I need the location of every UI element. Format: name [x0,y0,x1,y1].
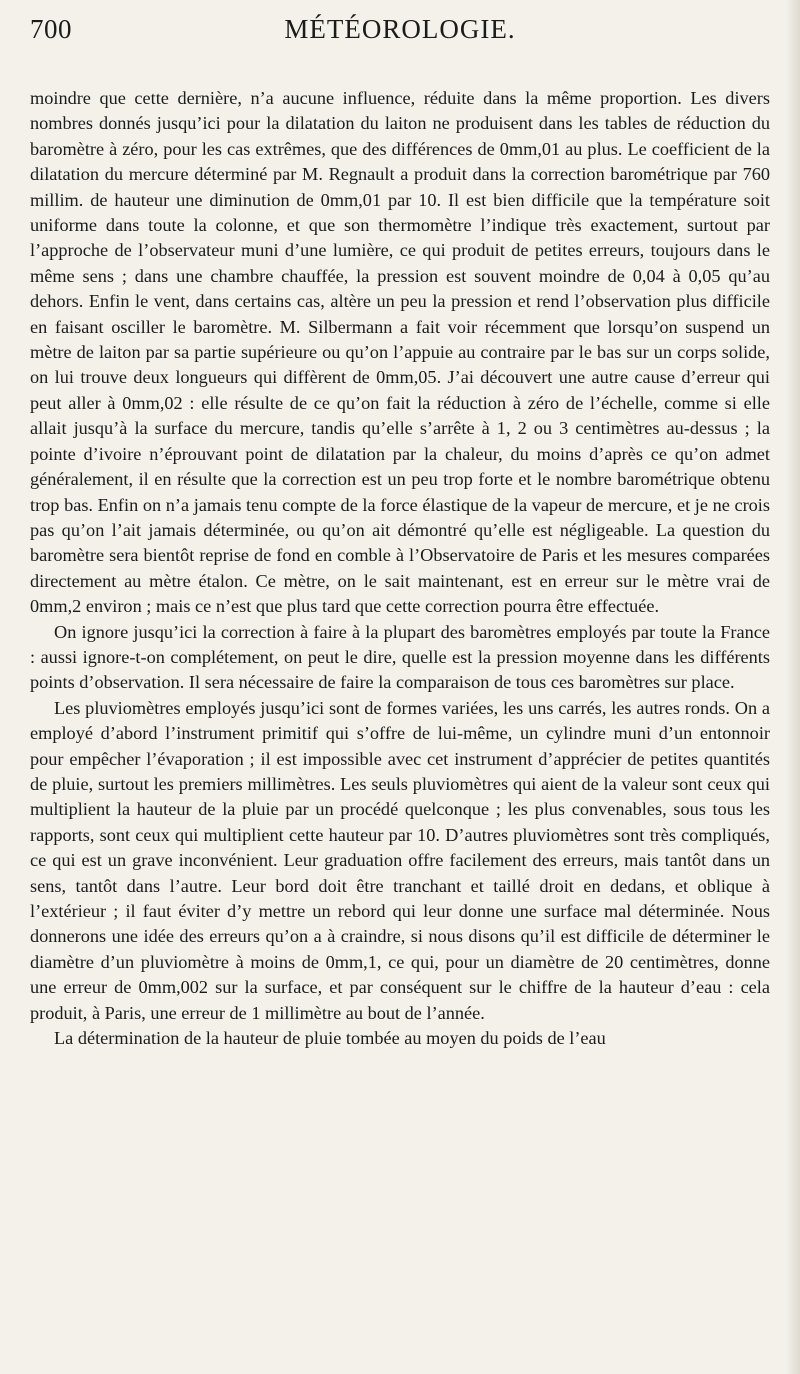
page-header [30,14,770,58]
book-page [30,14,770,1051]
running-title: MÉTÉOROLOGIE. [284,14,516,44]
body-text [30,86,770,1051]
paragraph-rain-gauges: Les pluviomètres employés jusqu’ici sont de formes variées, les uns carrés, les autres ronds. On a employé d’abord l’instrument primitif qui s’offre de lui-même, un cylindre muni d’un entonnoir pour empêcher l’évaporation ; il est impossible avec cet instrument d’apprécier de petites quantités de pluie, surtout les premiers millimètres. Les seuls pluviomètres qui aient de la valeur sont ceux qui multiplient la hauteur de la pluie par un procédé quelconque ; les plus convenables, sous tous les rapports, sont ceux qui multiplient cette hauteur par 10. D’autres pluviomètres sont très compliqués, ce qui est un grave inconvénient. Leur graduation offre facilement des erreurs, mais tantôt dans un sens, tantôt dans l’autre. Leur bord doit être tranchant et taillé droit en dedans, et oblique à l’extérieur ; il faut éviter d’y mettre un rebord qui leur donne une surface mal déterminée. Nous donnerons une idée des erreurs qu’on a à craindre, si nous disons qu’il est difficile de déterminer le diamètre d’un pluviomètre à moins de 0mm,1, ce qui, pour un diamètre de 20 centimètres, donne une erreur de 0mm,002 sur la surface, et par conséquent sur le chiffre de la hauteur d’eau : cela produit, à Paris, une erreur de 1 millimètre au bout de l’année. [30,697,770,1023]
paragraph-rain-height: La détermination de la hauteur de pluie tombée au moyen du poids de l’eau [54,1028,606,1049]
page-edge-shadow [786,0,800,1374]
page-number: 700 [30,14,72,44]
paragraph-barometer-errors: moindre que cette dernière, n’a aucune influence, réduite dans la même proportion. Les divers nombres donnés jusqu’ici pour la dilatation du laiton ne produisent dans les tables de réduction du baromètre à zéro, pour les cas extrêmes, que des différences de 0mm,01 au plus. Le coefficient de la dilatation du mercure déterminé par M. Regnault a produit dans la correction barométrique par 760 millim. de hauteur une diminution de 0mm,01 par 10. Il est bien difficile que la température soit uniforme dans toute la colonne, et que son thermomètre l’indique très exactement, surtout par l’approche de l’observateur muni d’une lumière, ce qui produit de petites erreurs, toujours dans le même sens ; dans une chambre chauffée, la pression est souvent moindre de 0,04 à 0,05 qu’au dehors. Enfin le vent, dans certains cas, altère un peu la pression et rend l’observation plus difficile en faisant osciller le baromètre. M. Silbermann a fait voir récemment que lorsqu’on suspend un mètre de laiton par sa partie supérieure ou qu’on l’appuie au contraire par le bas sur un corps solide, on lui trouve deux longueurs qui diffèrent de 0mm,05. J’ai découvert une autre cause d’erreur qui peut aller à 0mm,02 : elle résulte de ce qu’on fait la réduction à zéro de l’échelle, comme si elle allait jusqu’à la surface du mercure, tandis qu’elle s’arrête à 1, 2 ou 3 centimètres au-dessus ; la pointe d’ivoire n’éprouvant point de dilatation par la chaleur, du moins d’après ce qu’on admet généralement, il en résulte que la correction est un peu trop forte et le nombre barométrique obtenu trop bas. Enfin on n’a jamais tenu compte de la force élastique de la vapeur de mercure, et je ne crois pas qu’on l’ait jamais déterminée, ou qu’on ait démontré qu’elle est négligeable. La question du baromètre sera bientôt reprise de fond en comble à l’Observatoire de Paris et les mesures comparées directement au mètre étalon. Ce mètre, on le sait maintenant, est en erreur sur le mètre vrai de 0mm,2 environ ; mais ce n’est que plus tard que cette correction pourra être effectuée. [30,88,770,617]
paragraph-barometer-correction: On ignore jusqu’ici la correction à faire à la plupart des baromètres employés par toute la France : aussi ignore-t-on complétement, on peut le dire, quelle est la pression moyenne dans les différents points d’observation. Il sera nécessaire de faire la comparaison de tous ces baromètres sur place. [30,621,770,693]
